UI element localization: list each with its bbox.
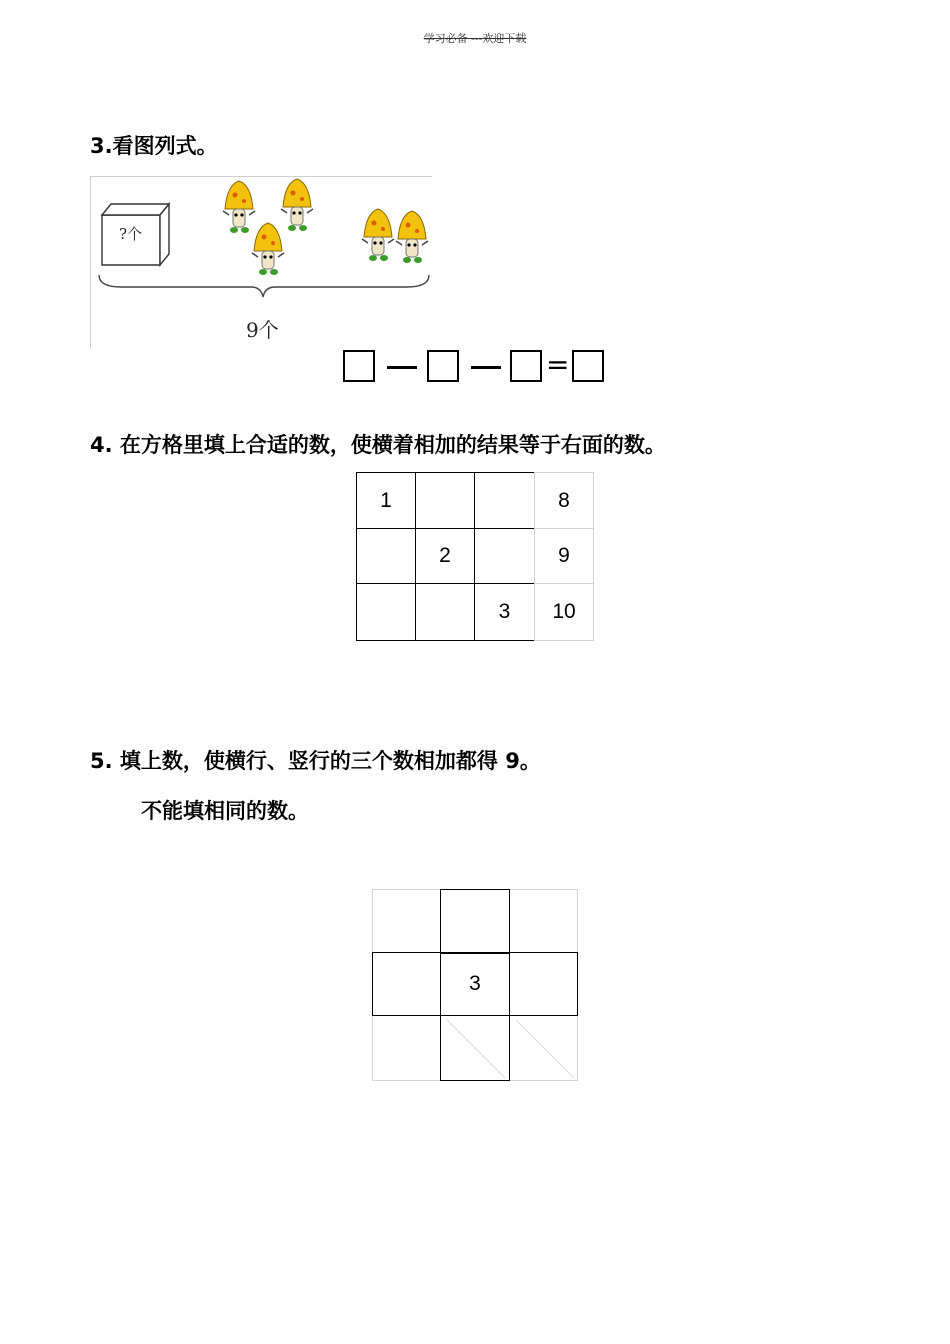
equals-sign: = — [546, 348, 570, 381]
grid-cell: 2 — [415, 528, 475, 584]
mushroom-icon — [281, 179, 313, 231]
brace-shape — [99, 275, 429, 297]
cross-cell-right[interactable] — [509, 952, 578, 1016]
cross-cell-bottom[interactable] — [440, 1015, 510, 1081]
grid-cell[interactable] — [474, 472, 535, 529]
mushroom-picture — [91, 177, 433, 349]
answer-box-4[interactable] — [572, 350, 604, 382]
problem-3-title: 3.看图列式。 — [90, 134, 218, 158]
problem-5-grid — [372, 889, 579, 1082]
cross-cell-top[interactable] — [440, 889, 510, 954]
mushroom-icon — [252, 223, 284, 275]
mushroom-icon — [396, 211, 428, 263]
grid-cell[interactable] — [356, 528, 416, 584]
cross-cell-center: 3 — [440, 952, 510, 1016]
diagonal-mark — [510, 1016, 579, 1082]
minus-sign-1 — [387, 366, 417, 369]
answer-box-2[interactable] — [427, 350, 459, 382]
sum-cell: 8 — [534, 472, 594, 529]
corner-cell — [509, 1015, 578, 1081]
mushroom-icon — [362, 209, 394, 261]
problem-5-subtitle: 不能填相同的数。 — [141, 799, 309, 823]
grid-cell[interactable] — [415, 472, 475, 529]
page-header: 学习必备 ---欢迎下载 — [423, 32, 527, 45]
total-label: 9个 — [246, 318, 279, 342]
minus-sign-2 — [471, 366, 501, 369]
equation-row — [343, 349, 613, 383]
problem-5-title: 5. 填上数，使横行、竖行的三个数相加都得 9。 — [90, 749, 541, 773]
grid-cell[interactable] — [356, 583, 416, 641]
grid-cell: 3 — [474, 583, 535, 641]
diagonal-mark — [441, 1016, 511, 1082]
problem-3-figure — [90, 176, 432, 348]
corner-cell — [372, 1015, 441, 1081]
corner-cell — [509, 889, 578, 953]
mushroom-group — [223, 179, 428, 275]
problem-4-grid — [356, 472, 596, 642]
cross-cell-left[interactable] — [372, 952, 441, 1016]
grid-cell: 1 — [356, 472, 416, 529]
corner-cell — [372, 889, 441, 953]
sum-cell: 10 — [534, 583, 594, 641]
answer-box-1[interactable] — [343, 350, 375, 382]
box-label: ?个 — [119, 225, 143, 243]
grid-cell[interactable] — [474, 528, 535, 584]
grid-cell[interactable] — [415, 583, 475, 641]
problem-4-title: 4. 在方格里填上合适的数，使横着相加的结果等于右面的数。 — [90, 433, 666, 457]
sum-cell: 9 — [534, 528, 594, 584]
answer-box-3[interactable] — [510, 350, 542, 382]
mushroom-icon — [223, 181, 255, 233]
